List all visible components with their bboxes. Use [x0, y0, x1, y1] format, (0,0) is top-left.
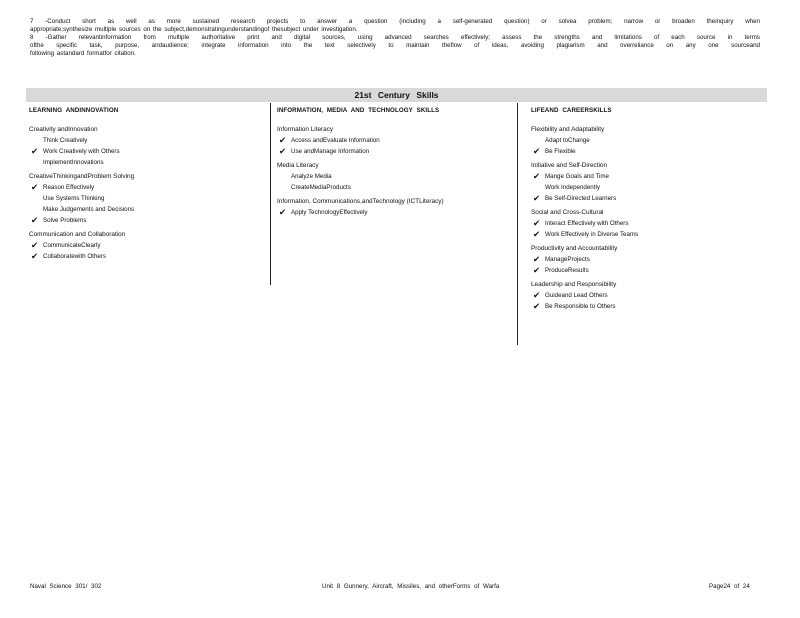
skill-item-label: Analyze Media — [291, 173, 332, 180]
skill-group — [277, 124, 517, 157]
skill-item — [531, 265, 761, 276]
skill-list — [531, 290, 761, 312]
skills-column — [531, 105, 761, 315]
checkmark-icon: ✔ — [533, 290, 541, 300]
skill-item — [277, 135, 517, 146]
intro-text — [30, 18, 760, 58]
checkmark-icon: ✔ — [533, 218, 541, 228]
intro-line: 8 -Gather relevantinformation from multiple authoritative print and digital sources, using advanced searches effectively; assess the strengths and limitations of each source in terms — [30, 34, 760, 41]
skill-list — [531, 254, 761, 276]
skill-group — [277, 196, 517, 218]
skill-item — [531, 135, 761, 146]
skill-list — [531, 171, 761, 204]
skill-item-label: Think Creatively — [43, 137, 88, 144]
checkmark-icon: ✔ — [533, 301, 541, 311]
skill-item — [531, 301, 761, 312]
skill-item-label: Mange Goals and Time — [545, 173, 609, 180]
skill-item-label: Work Independently — [545, 184, 600, 191]
skill-group-title: Social and Cross-Cultural — [531, 209, 604, 216]
skill-group-title: Productivity and Accountability — [531, 245, 618, 252]
skills-banner: 21st Century Skills — [26, 88, 767, 102]
skill-group — [531, 207, 761, 240]
column-divider — [270, 103, 271, 285]
skill-item — [277, 182, 517, 193]
column-divider — [517, 103, 518, 345]
skill-group — [29, 171, 269, 226]
intro-line: 7 -Conduct short as well as more sustained research projects to answer a question (including a self-generated question) or solvea problem; narrow or broaden theinquiry when — [30, 18, 760, 25]
skill-group-title: Information, Communications,andTechnology (ICTLiteracy) — [277, 198, 444, 205]
skill-list — [531, 218, 761, 240]
footer-unit: Unit 8 Gunnery, Aircraft, Missiles, and otherForms of Warfa — [322, 583, 500, 590]
skill-item — [277, 207, 517, 218]
skill-item-label: Solve Problems — [43, 217, 87, 224]
column-heading: INFORMATION, MEDIA AND TECHNOLOGY SKILLS — [277, 107, 440, 114]
skill-item — [29, 135, 269, 146]
skill-list — [277, 171, 517, 193]
skill-item-label: CreateMediaProducts — [291, 184, 351, 191]
skill-item — [531, 254, 761, 265]
skill-item-label: Work Creatively with Others — [43, 148, 120, 155]
skill-item — [531, 182, 761, 193]
skill-list — [29, 135, 269, 168]
skill-item-label: Be Flexible — [545, 148, 576, 155]
skill-group — [29, 229, 269, 262]
column-heading: LEARNING ANDINNOVATION — [29, 107, 119, 114]
skill-item — [29, 193, 269, 204]
column-heading: LIFEAND CAREERSKILLS — [531, 107, 612, 114]
skill-item — [531, 229, 761, 240]
skill-group-title: Initiative and Self-Direction — [531, 162, 608, 169]
skill-item-label: Adapt toChange — [545, 137, 590, 144]
checkmark-icon: ✔ — [279, 135, 287, 145]
checkmark-icon: ✔ — [533, 171, 541, 181]
skill-item-label: Use andManage Information — [291, 148, 370, 155]
skill-item — [29, 182, 269, 193]
skills-column — [277, 105, 517, 221]
footer-course: Naval Science 301/ 302 — [30, 583, 102, 590]
skill-group-title: Flexibility and Adaptability — [531, 126, 605, 133]
skill-item-label: Reason Effectively — [43, 184, 95, 191]
skill-item-label: Apply TechnologyEffectively — [291, 209, 368, 216]
skill-list — [531, 135, 761, 157]
skill-item-label: Collaboratewith Others — [43, 253, 106, 260]
checkmark-icon: ✔ — [31, 215, 39, 225]
skills-column — [29, 105, 269, 265]
skill-item — [29, 146, 269, 157]
skill-item — [531, 290, 761, 301]
skill-item-label: Use Systems Thinking — [43, 195, 105, 202]
checkmark-icon: ✔ — [533, 254, 541, 264]
skill-group-title: Information Literacy — [277, 126, 334, 133]
checkmark-icon: ✔ — [533, 265, 541, 275]
checkmark-icon: ✔ — [533, 146, 541, 156]
skill-item-label: Be Self-Directed Learners — [545, 195, 617, 202]
skill-list — [29, 240, 269, 262]
skill-item — [531, 193, 761, 204]
intro-line: appropriate;synthesize multiple sources on the subject,demonstratingunderstandingof thesubject under investigation. — [30, 26, 358, 33]
skill-item — [29, 251, 269, 262]
checkmark-icon: ✔ — [31, 240, 39, 250]
skill-item-label: Guideand Lead Others — [545, 292, 608, 299]
skill-list — [29, 182, 269, 226]
footer-page-number: Page24 of 24 — [709, 583, 750, 590]
skill-item — [531, 171, 761, 182]
skill-item — [29, 157, 269, 168]
skill-group-title: Communication and Collaboration — [29, 231, 126, 238]
skill-item — [29, 215, 269, 226]
skill-item-label: Interact Effectively with Others — [545, 220, 629, 227]
intro-line: following astandard formatfor citation. — [30, 50, 136, 57]
skill-item — [29, 204, 269, 215]
checkmark-icon: ✔ — [31, 146, 39, 156]
skill-item — [29, 240, 269, 251]
skill-item-label: ProduceResults — [545, 267, 589, 274]
skill-item-label: Make Judgements and Decisions — [43, 206, 135, 213]
skill-item — [531, 146, 761, 157]
skill-item — [531, 218, 761, 229]
checkmark-icon: ✔ — [31, 182, 39, 192]
skill-item-label: Be Responsible to Others — [545, 303, 616, 310]
skill-group — [531, 243, 761, 276]
skill-item-label: ManageProjects — [545, 256, 590, 263]
skill-item-label: Work Effectively in Diverse Teams — [545, 231, 639, 238]
checkmark-icon: ✔ — [279, 146, 287, 156]
checkmark-icon: ✔ — [31, 251, 39, 261]
skill-item-label: CommunicateClearly — [43, 242, 101, 249]
skill-group-title: Media Literacy — [277, 162, 319, 169]
skill-group — [277, 160, 517, 193]
intro-line: ofthe specific task, purpose, andaudience; integrate information into the text selectively to maintain theflow of ideas, avoiding plagiarism and overreliance on any one sourceand — [30, 42, 760, 49]
skill-group — [531, 124, 761, 157]
skill-group-title: CreativeThinkingandProblem Solving — [29, 173, 135, 180]
skill-item-label: Access andEvaluate Information — [291, 137, 380, 144]
skill-group-title: Creativity andInnovation — [29, 126, 98, 133]
skill-group-title: Leadership and Responsibility — [531, 281, 617, 288]
skill-list — [277, 207, 517, 218]
checkmark-icon: ✔ — [279, 207, 287, 217]
skill-item — [277, 146, 517, 157]
checkmark-icon: ✔ — [533, 229, 541, 239]
skill-group — [29, 124, 269, 168]
checkmark-icon: ✔ — [533, 193, 541, 203]
skill-group — [531, 279, 761, 312]
skill-item-label: ImplementInnovations — [43, 159, 104, 166]
skill-list — [277, 135, 517, 157]
skill-item — [277, 171, 517, 182]
skill-group — [531, 160, 761, 204]
